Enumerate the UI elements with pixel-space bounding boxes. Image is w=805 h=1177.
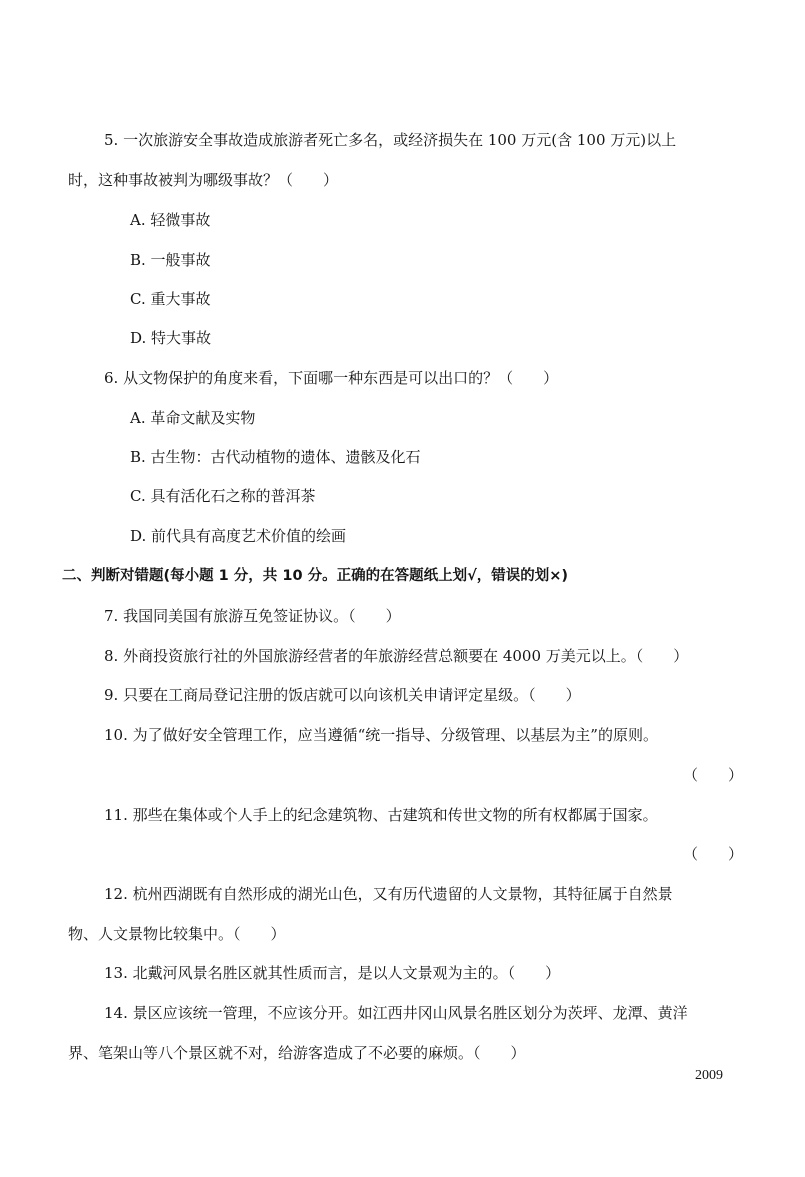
question-5-option-b: B. 一般事故 <box>130 251 211 269</box>
question-14-line-2: 界、笔架山等八个景区就不对，给游客造成了不必要的麻烦。（ ） <box>68 1044 526 1062</box>
question-12-line-1: 12. 杭州西湖既有自然形成的湖光山色，又有历代遗留的人文景物，其特征属于自然景 <box>104 885 673 903</box>
question-8: 8. 外商投资旅行社的外国旅游经营者的年旅游经营总额要在 4000 万美元以上。（ ） <box>104 647 689 665</box>
question-6-option-a: A. 革命文献及实物 <box>130 409 256 427</box>
question-5-line-1: 5. 一次旅游安全事故造成旅游者死亡多名，或经济损失在 100 万元(含 100 万元)以上 <box>104 131 677 149</box>
question-6-option-b: B. 古生物：古代动植物的遗体、遗骸及化石 <box>130 448 421 466</box>
page-code: 2009 <box>695 1068 723 1083</box>
question-11: 11. 那些在集体或个人手上的纪念建筑物、古建筑和传世文物的所有权都属于国家。 <box>104 806 658 824</box>
question-5-line-2: 时，这种事故被判为哪级事故？（ ） <box>68 171 339 189</box>
section-2-heading: 二、判断对错题(每小题 1 分，共 10 分。正确的在答题纸上划√，错误的划×) <box>62 568 569 584</box>
question-5-option-a: A. 轻微事故 <box>130 211 211 229</box>
question-14-line-1: 14. 景区应该统一管理，不应该分开。如江西井冈山风景名胜区划分为茨坪、龙潭、黄洋 <box>104 1004 688 1022</box>
question-10-answer-paren: （ ） <box>682 766 743 784</box>
question-6-option-c: C. 具有活化石之称的普洱茶 <box>130 487 316 505</box>
question-7: 7. 我国同美国有旅游互免签证协议。（ ） <box>104 607 401 625</box>
question-6-option-d: D. 前代具有高度艺术价值的绘画 <box>130 527 347 545</box>
question-5-option-d: D. 特大事故 <box>130 329 212 347</box>
question-6-line-1: 6. 从文物保护的角度来看，下面哪一种东西是可以出口的？（ ） <box>104 369 559 387</box>
question-10: 10. 为了做好安全管理工作，应当遵循“统一指导、分级管理、以基层为主”的原则。 <box>104 726 658 744</box>
question-11-answer-paren: （ ） <box>682 845 743 863</box>
question-5-option-c: C. 重大事故 <box>130 290 211 308</box>
question-13: 13. 北戴河风景名胜区就其性质而言，是以人文景观为主的。（ ） <box>104 964 561 982</box>
question-9: 9. 只要在工商局登记注册的饭店就可以向该机关申请评定星级。（ ） <box>104 686 581 704</box>
question-12-line-2: 物、人文景物比较集中。（ ） <box>68 925 286 943</box>
